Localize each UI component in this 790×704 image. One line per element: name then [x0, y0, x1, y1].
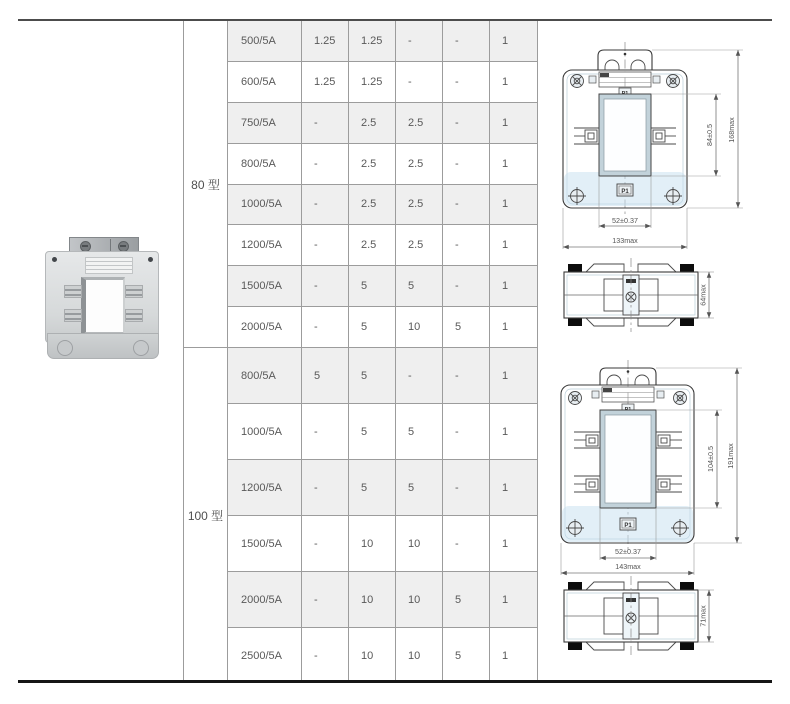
value-cell: -: [302, 516, 349, 571]
busbar-window: [600, 410, 656, 508]
svg-text:191max: 191max: [726, 443, 735, 469]
busbar-window: [599, 94, 651, 176]
value-cell: 1: [490, 103, 538, 143]
svg-text:104±0.5: 104±0.5: [706, 446, 715, 472]
value-cell: -: [396, 348, 443, 403]
value-cell: -: [302, 460, 349, 515]
section-80: [183, 21, 538, 348]
value-cell: -: [443, 144, 490, 184]
value-cell: 5: [443, 572, 490, 627]
drawing-top-100: [552, 576, 777, 668]
value-cell: 1: [490, 21, 538, 61]
drawing-front-80: [538, 20, 788, 260]
spec-cell: 1500/5A: [228, 516, 302, 571]
value-cell: 1.25: [302, 62, 349, 102]
value-cell: 5: [349, 307, 396, 347]
table-row: [228, 225, 538, 266]
value-cell: -: [302, 628, 349, 683]
spec-cell: 750/5A: [228, 103, 302, 143]
terminal-clip: [64, 309, 82, 322]
spec-cell: 2000/5A: [228, 572, 302, 627]
value-cell: -: [302, 266, 349, 306]
dimension-depth: [698, 590, 714, 642]
screw-dot: [148, 257, 153, 262]
spec-cell: 600/5A: [228, 62, 302, 102]
value-cell: 2.5: [349, 185, 396, 225]
value-cell: 2.5: [396, 144, 443, 184]
spec-table: [183, 21, 538, 683]
value-cell: 10: [396, 516, 443, 571]
value-cell: -: [396, 21, 443, 61]
value-cell: -: [443, 348, 490, 403]
value-cell: -: [302, 144, 349, 184]
table-row: [228, 516, 538, 572]
value-cell: -: [443, 404, 490, 459]
value-cell: 1: [490, 225, 538, 265]
value-cell: 1.25: [349, 21, 396, 61]
table-row: [228, 348, 538, 404]
svg-text:P1: P1: [621, 189, 629, 195]
value-cell: -: [396, 62, 443, 102]
spec-cell: 2000/5A: [228, 307, 302, 347]
table-row: [228, 266, 538, 307]
value-cell: 1: [490, 460, 538, 515]
bottom-rule: [18, 680, 772, 683]
value-cell: -: [302, 404, 349, 459]
spec-cell: 500/5A: [228, 21, 302, 61]
dimension-depth: [698, 272, 714, 318]
current-transformer-photo: [45, 237, 163, 359]
base-boss: [133, 340, 149, 356]
drawing-top-80: [552, 258, 777, 343]
screw-dot: [52, 257, 57, 262]
spec-cell: 2500/5A: [228, 628, 302, 683]
value-cell: -: [443, 225, 490, 265]
table-row: [228, 572, 538, 628]
value-cell: 1.25: [349, 62, 396, 102]
value-cell: -: [443, 185, 490, 225]
value-cell: 10: [349, 516, 396, 571]
table-row: [228, 62, 538, 103]
terminal-clip: [125, 285, 143, 298]
spec-cell: 800/5A: [228, 348, 302, 403]
value-cell: 1: [490, 185, 538, 225]
terminal-p1-bottom: [620, 518, 636, 530]
spec-cell: 1500/5A: [228, 266, 302, 306]
value-cell: 1: [490, 516, 538, 571]
value-cell: 1: [490, 348, 538, 403]
value-cell: 10: [396, 572, 443, 627]
table-row: [228, 21, 538, 62]
table-row: [228, 144, 538, 185]
value-cell: -: [302, 103, 349, 143]
value-cell: 10: [349, 572, 396, 627]
value-cell: -: [443, 62, 490, 102]
nameplate: [592, 387, 664, 402]
svg-text:143max: 143max: [615, 562, 641, 571]
svg-text:64max: 64max: [698, 284, 708, 306]
value-cell: 1: [490, 144, 538, 184]
value-cell: 1: [490, 307, 538, 347]
value-cell: 2.5: [396, 103, 443, 143]
terminal-p1-bottom: [617, 184, 633, 196]
table-row: [228, 307, 538, 347]
value-cell: 5: [396, 266, 443, 306]
svg-text:71max: 71max: [698, 605, 708, 627]
nameplate: [589, 72, 660, 87]
busbar-window: [81, 277, 125, 335]
svg-text:P1: P1: [624, 523, 632, 529]
value-cell: 2.5: [396, 225, 443, 265]
type-label-100: 100 型: [184, 348, 228, 683]
value-cell: 5: [349, 460, 396, 515]
base-boss: [57, 340, 73, 356]
value-cell: 1: [490, 266, 538, 306]
value-cell: 5: [349, 348, 396, 403]
svg-text:52±0.37: 52±0.37: [612, 216, 638, 225]
value-cell: 5: [349, 404, 396, 459]
value-cell: -: [443, 516, 490, 571]
value-cell: 2.5: [349, 225, 396, 265]
spec-cell: 1000/5A: [228, 185, 302, 225]
value-cell: 10: [349, 628, 396, 683]
rows-80: [228, 21, 538, 347]
value-cell: -: [443, 21, 490, 61]
dimension-inner-height: [651, 94, 721, 176]
value-cell: 5: [396, 404, 443, 459]
value-cell: -: [302, 307, 349, 347]
value-cell: 10: [396, 628, 443, 683]
value-cell: 1: [490, 628, 538, 683]
value-cell: 5: [396, 460, 443, 515]
table-row: [228, 460, 538, 516]
table-row: [228, 103, 538, 144]
dimension-total-width: [563, 208, 687, 249]
value-cell: 5: [302, 348, 349, 403]
svg-text:133max: 133max: [612, 236, 638, 245]
value-cell: 1.25: [302, 21, 349, 61]
dimension-inner-height: [656, 410, 722, 508]
value-cell: -: [443, 266, 490, 306]
value-cell: -: [302, 185, 349, 225]
product-nameplate: [85, 257, 133, 274]
spec-cell: 1000/5A: [228, 404, 302, 459]
value-cell: -: [302, 225, 349, 265]
spec-cell: 1200/5A: [228, 225, 302, 265]
value-cell: 2.5: [349, 144, 396, 184]
value-cell: -: [443, 103, 490, 143]
type-label-80: 80 型: [184, 21, 228, 347]
value-cell: 1: [490, 62, 538, 102]
value-cell: 5: [443, 307, 490, 347]
spec-cell: 800/5A: [228, 144, 302, 184]
spec-cell: 1200/5A: [228, 460, 302, 515]
value-cell: 1: [490, 572, 538, 627]
terminal-clip: [64, 285, 82, 298]
table-row: [228, 628, 538, 683]
svg-text:168max: 168max: [727, 117, 736, 143]
value-cell: -: [302, 572, 349, 627]
table-row: [228, 404, 538, 460]
section-100: [183, 348, 538, 683]
svg-text:84±0.5: 84±0.5: [705, 124, 714, 146]
rows-100: [228, 348, 538, 683]
value-cell: 5: [443, 628, 490, 683]
value-cell: 1: [490, 404, 538, 459]
value-cell: 2.5: [349, 103, 396, 143]
drawing-front-100: [538, 358, 788, 580]
terminal-clip: [125, 309, 143, 322]
value-cell: -: [443, 460, 490, 515]
transformer-base: [47, 333, 159, 359]
value-cell: 2.5: [396, 185, 443, 225]
table-row: [228, 185, 538, 226]
strip-divider: [110, 239, 111, 251]
value-cell: 5: [349, 266, 396, 306]
value-cell: 10: [396, 307, 443, 347]
svg-text:52±0.37: 52±0.37: [615, 547, 641, 556]
